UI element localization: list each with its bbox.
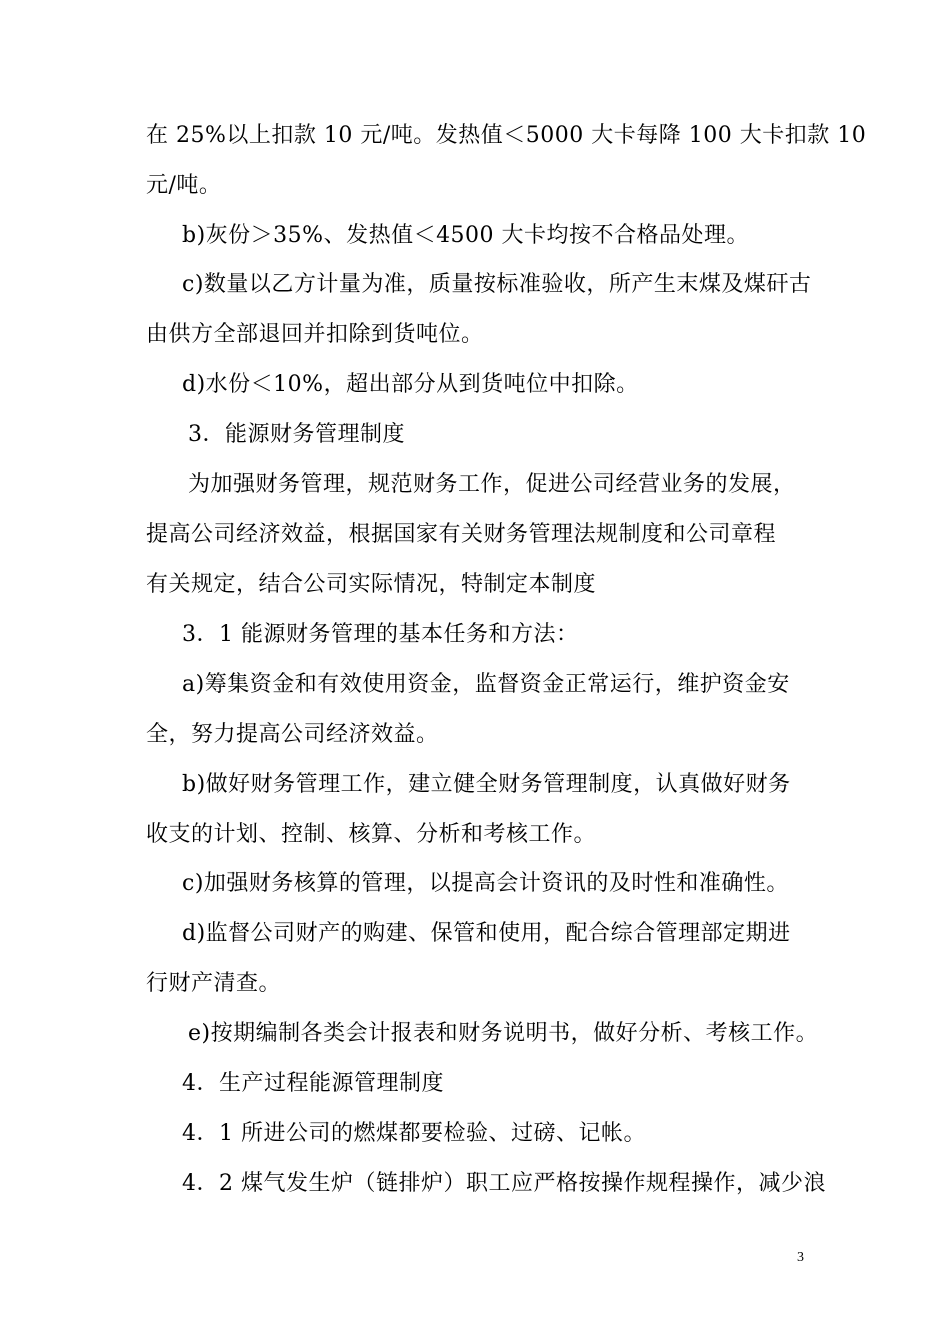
text-line: d)水份＜10%，超出部分从到货吨位中扣除。 (182, 372, 639, 397)
text-line: 为加强财务管理，规范财务工作，促进公司经营业务的发展， (188, 472, 796, 497)
text-line: 全，努力提高公司经济效益。 (146, 722, 439, 747)
text-line: a)筹集资金和有效使用资金，监督资金正常运行，维护资金安 (182, 672, 790, 697)
text-line: 收支的计划、控制、核算、分析和考核工作。 (146, 822, 597, 847)
section-heading: 3．能源财务管理制度 (188, 422, 405, 447)
subsection-heading: 4．2 煤气发生炉（链排炉）职工应严格按操作规程操作，减少浪 (182, 1171, 826, 1196)
page-number: 3 (797, 1250, 804, 1265)
text-line: 有关规定，结合公司实际情况，特制定本制度 (146, 572, 597, 597)
text-line: 由供方全部退回并扣除到货吨位。 (146, 322, 484, 347)
text-line: 行财产清查。 (146, 971, 282, 996)
text-line: 在 25%以上扣款 10 元/吨。发热值＜5000 大卡每降 100 大卡扣款 10 (146, 123, 867, 148)
section-heading: 4．生产过程能源管理制度 (182, 1071, 444, 1096)
text-line: d)监督公司财产的购建、保管和使用，配合综合管理部定期进 (182, 921, 791, 946)
text-line: e)按期编制各类会计报表和财务说明书，做好分析、考核工作。 (188, 1021, 819, 1046)
subsection-heading: 4．1 所进公司的燃煤都要检验、过磅、记帐。 (182, 1121, 646, 1146)
text-line: b)做好财务管理工作，建立健全财务管理制度，认真做好财务 (182, 772, 791, 797)
text-line: 提高公司经济效益，根据国家有关财务管理法规制度和公司章程 (146, 522, 777, 547)
text-line: c)加强财务核算的管理，以提高会计资讯的及时性和准确性。 (182, 871, 789, 896)
text-line: b)灰份＞35%、发热值＜4500 大卡均按不合格品处理。 (182, 223, 750, 248)
subsection-heading: 3．1 能源财务管理的基本任务和方法： (182, 622, 579, 647)
text-line: c)数量以乙方计量为准，质量按标准验收，所产生末煤及煤矸古 (182, 272, 812, 297)
text-line: 元/吨。 (146, 173, 222, 198)
